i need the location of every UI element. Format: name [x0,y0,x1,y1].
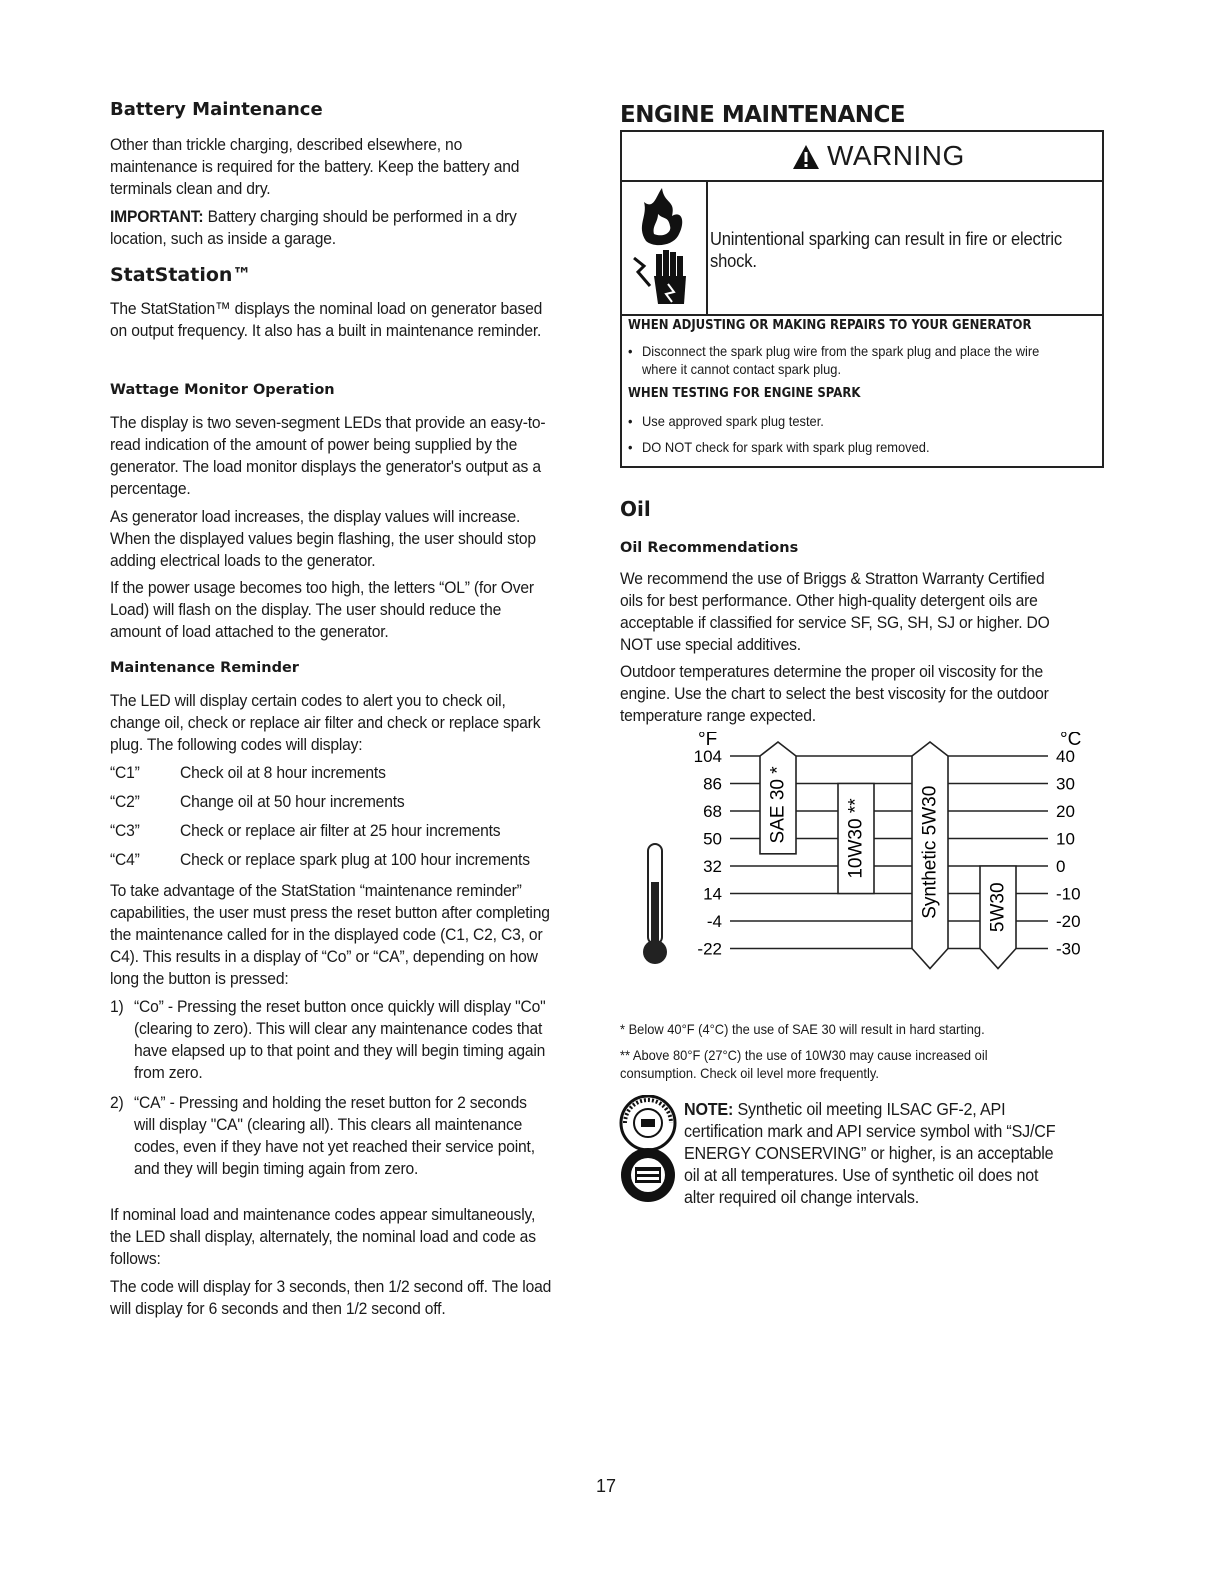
fire-shock-hazard-icon [626,186,702,310]
celsius-unit: °C [1060,732,1082,750]
fahrenheit-tick-label: 50 [703,829,722,849]
oil-viscosity-chart [620,732,1100,1012]
code-label: “C2” [110,792,140,811]
reminder-p2: To take advantage of the StatStation “maintenance reminder” capabilities, the user must press the reset button after completing the maintenance called for in the displayed code (C1, C2, C3, or C4). This results in a display of “Co” or “CA”, depending on how long the button is pressed: [110,881,550,988]
important-label: IMPORTANT: [110,207,204,226]
oil-heading: Oil [620,497,651,521]
step-number: 1) [110,997,124,1016]
code-label: “C1” [110,763,140,782]
warning-title: WARNING [827,140,965,171]
wattage-p2: As generator load increases, the display values will increase. When the displayed values begin flashing, the user should stop adding electrical loads to the generator. [110,507,536,570]
reminder-p1: The LED will display certain codes to alert you to check oil, change oil, check or replace air filter and check or replace spark plug. The following codes will display: [110,691,541,754]
oil-band-label: Synthetic 5W30 [919,785,941,919]
reminder-heading: Maintenance Reminder [110,660,299,676]
fahrenheit-tick-label: 32 [703,857,722,876]
fahrenheit-tick-label: 14 [703,884,722,904]
fahrenheit-tick-label: 68 [703,802,722,821]
battery-paragraph: Other than trickle charging, described elsewhere, no maintenance is required for the battery. Keep the battery and terminals clean and dry. [110,135,520,198]
bullet: • [628,343,633,359]
celsius-tick-label: -10 [1056,884,1081,904]
celsius-tick-label: -20 [1056,912,1081,931]
fahrenheit-tick-label: -22 [697,939,722,959]
reminder-p4: The code will display for 3 seconds, then 1/2 second off. The load will display for 6 seconds and then 1/2 second off. [110,1277,552,1318]
statstation-heading: StatStation™ [110,264,252,286]
battery-heading: Battery Maintenance [110,99,323,120]
fahrenheit-tick-label: -4 [706,912,722,931]
testing-heading: WHEN TESTING FOR ENGINE SPARK [628,386,861,401]
celsius-tick-label: 0 [1056,857,1066,876]
testing-bullet-text: Use approved spark plug tester. [642,413,824,429]
step-text: “Co” - Pressing the reset button once quickly will display "Co" (clearing to zero). This will clear any maintenance codes that have elapsed up to that point and they will begin timing again from zero. [134,997,546,1082]
celsius-tick-label: 40 [1056,747,1075,766]
oil-band-label: SAE 30 * [767,766,789,844]
wattage-p3: If the power usage becomes too high, the letters “OL” (for Over Load) will flash on the display. The user should reduce the amount of load attached to the generator. [110,578,534,641]
engine-maintenance-heading: ENGINE MAINTENANCE [620,102,906,128]
oil-paragraph-1: We recommend the use of Briggs & Stratton Warranty Certified oils for best performance. Other high-quality detergent oils are acceptable if classified for service SF, SG, SH, SJ or higher. DO NOT use special additives. [620,569,1050,654]
oil-recommendations-heading: Oil Recommendations [620,540,799,556]
oil-band-label: 5W30 [987,882,1009,933]
warning-message-cell [706,182,1102,316]
step-text: “CA” - Pressing and holding the reset button for 2 seconds will display "CA" (clearing all). This clears all maintenance codes, even if they have not yet reached their service point, and they will begin timing again from zero. [134,1093,535,1178]
warning-box [620,130,1104,468]
adjust-bullet-text: Disconnect the spark plug wire from the spark plug and place the wire where it cannot contact spark plug. [642,343,1040,377]
celsius-tick-label: 20 [1056,802,1075,821]
step-number: 2) [110,1093,124,1112]
code-label: “C3” [110,821,140,840]
celsius-tick-label: -30 [1056,939,1081,959]
code-desc: Check or replace air filter at 25 hour increments [180,821,501,840]
fahrenheit-tick-label: 86 [703,774,722,794]
fahrenheit-tick-label: 104 [693,747,722,766]
hazard-icon-cell [622,182,708,316]
celsius-tick-label: 30 [1056,774,1075,794]
important-text: Battery charging should be performed in a dry location, such as inside a garage. [110,207,517,248]
wattage-p1: The display is two seven-segment LEDs that provide an easy-to-read indication of the amount of power being supplied by the generator. The load monitor displays the generator's output as a percentage. [110,413,546,498]
code-desc: Change oil at 50 hour increments [180,792,405,811]
oil-paragraph-2: Outdoor temperatures determine the proper oil viscosity for the engine. Use the chart to select the best viscosity for the outdoor temperature range expected. [620,662,1049,725]
viscosity-chart-svg [620,732,1100,1012]
footnote-1: * Below 40°F (4°C) the use of SAE 30 will result in hard starting. [620,1021,985,1037]
fahrenheit-unit: °F [698,732,718,750]
bullet: • [628,439,633,455]
statstation-paragraph: The StatStation™ displays the nominal load on generator based on output frequency. It also has a built in maintenance reminder. [110,299,543,340]
testing-bullet-text: DO NOT check for spark with spark plug removed. [642,439,930,455]
celsius-tick-label: 10 [1056,829,1075,849]
api-certification-seal-icon [617,1095,679,1205]
warning-header [622,132,1102,182]
bullet: • [628,413,633,429]
oil-band-label: 10W30 ** [845,798,867,879]
note-label: NOTE: [684,1099,734,1119]
reminder-p3: If nominal load and maintenance codes appear simultaneously, the LED shall display, alternately, the nominal load and code as follows: [110,1205,536,1268]
code-label: “C4” [110,850,140,869]
warning-triangle-icon [792,144,820,170]
code-desc: Check oil at 8 hour increments [180,763,386,782]
footnote-2: ** Above 80°F (27°C) the use of 10W30 may cause increased oil consumption. Check oil level more frequently. [620,1047,988,1081]
page-number: 17 [596,1476,617,1496]
thermometer-mercury [651,882,659,942]
thermometer-bulb [643,940,667,964]
code-desc: Check or replace spark plug at 100 hour increments [180,850,530,869]
note-text: Synthetic oil meeting ILSAC GF-2, API certification mark and API service symbol with “SJ/CF ENERGY CONSERVING” or higher, is an acceptable oil at all temperatures. Use of synthetic oil does not alter required oil change intervals. [684,1099,1056,1207]
wattage-heading: Wattage Monitor Operation [110,382,335,398]
adjust-heading: WHEN ADJUSTING OR MAKING REPAIRS TO YOUR GENERATOR [628,318,1032,333]
warning-text: Unintentional sparking can result in fire or electric shock. [710,229,1062,271]
synthetic-oil-note [684,1098,1067,1208]
battery-important [110,206,552,250]
